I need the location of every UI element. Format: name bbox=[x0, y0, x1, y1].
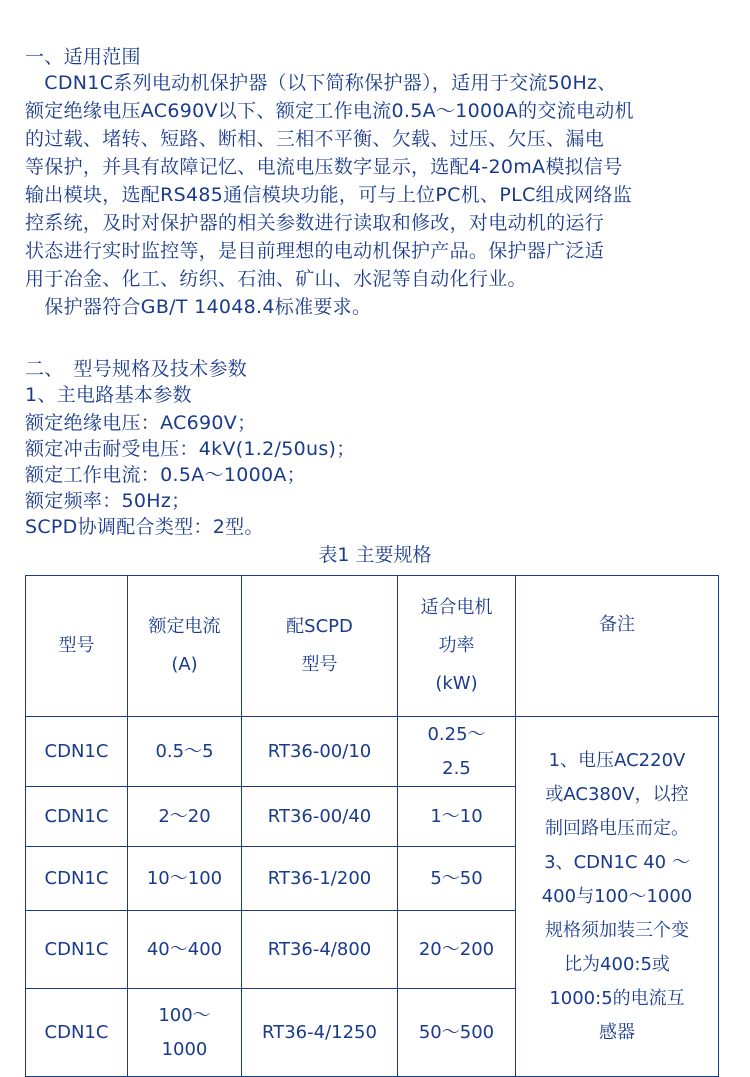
spec-table bbox=[25, 575, 719, 1077]
section1-para-line: 输出模块，选配RS485通信模块功能，可与上位PC机、PLC组成网络监 bbox=[25, 184, 633, 206]
cell-model: CDN1C bbox=[26, 911, 128, 989]
cell-power: 0.25～ 2.5 bbox=[398, 717, 516, 787]
cell-scpd: RT36-00/40 bbox=[242, 787, 398, 847]
cell-current: 100～ 1000 bbox=[128, 989, 242, 1077]
cell-power: 5～50 bbox=[398, 847, 516, 911]
cell-current: 2～20 bbox=[128, 787, 242, 847]
section2-subheading: 1、主电路基本参数 bbox=[25, 384, 192, 406]
cell-scpd: RT36-4/800 bbox=[242, 911, 398, 989]
cell-note: 1、电压AC220V 或AC380V，以控 制回路电压而定。 3、CDN1C 40 ～ 400与100～1000 规格须加装三个变 比为400:5或 1000:5的电流互 感器 bbox=[516, 717, 719, 1077]
cell-power: 20～200 bbox=[398, 911, 516, 989]
param-line: 额定冲击耐受电压：4kV(1.2/50us)； bbox=[25, 438, 356, 460]
section1-para-line: 等保护，并具有故障记忆、电流电压数字显示，选配4-20mA模拟信号 bbox=[25, 156, 623, 178]
section1-para-line: 状态进行实时监控等，是目前理想的电动机保护产品。保护器广泛适 bbox=[25, 240, 605, 262]
cell-power: 50～500 bbox=[398, 989, 516, 1077]
cell-model: CDN1C bbox=[26, 787, 128, 847]
cell-scpd: RT36-4/1250 bbox=[242, 989, 398, 1077]
table-row bbox=[26, 717, 719, 787]
cell-current: 10～100 bbox=[128, 847, 242, 911]
cell-scpd: RT36-1/200 bbox=[242, 847, 398, 911]
cell-model: CDN1C bbox=[26, 989, 128, 1077]
section1-para-line: 用于冶金、化工、纺织、石油、矿山、水泥等自动化行业。 bbox=[25, 268, 527, 290]
param-line: SCPD协调配合类型：2型。 bbox=[25, 516, 264, 538]
param-line: 额定工作电流：0.5A～1000A； bbox=[25, 464, 306, 486]
header-scpd: 配SCPD 型号 bbox=[242, 576, 398, 717]
section1-heading: 一、适用范围 bbox=[25, 46, 141, 68]
param-line: 额定绝缘电压：AC690V； bbox=[25, 412, 257, 434]
section1-para-line: 额定绝缘电压AC690V以下、额定工作电流0.5A～1000A的交流电动机 bbox=[25, 100, 634, 122]
header-power: 适合电机 功率 (kW) bbox=[398, 576, 516, 717]
cell-current: 40～400 bbox=[128, 911, 242, 989]
header-note: 备注 bbox=[516, 576, 719, 717]
cell-model: CDN1C bbox=[26, 847, 128, 911]
section2-heading: 二、 型号规格及技术参数 bbox=[25, 358, 248, 380]
header-current: 额定电流 (A) bbox=[128, 576, 242, 717]
table-caption: 表1 主要规格 bbox=[318, 544, 432, 566]
cell-power: 1～10 bbox=[398, 787, 516, 847]
section1-para-line: 的过载、堵转、短路、断相、三相不平衡、欠载、过压、欠压、漏电 bbox=[25, 128, 605, 150]
param-line: 额定频率：50Hz； bbox=[25, 490, 191, 512]
section1-para-line: CDN1C系列电动机保护器（以下简称保护器），适用于交流50Hz、 bbox=[25, 72, 617, 94]
header-model: 型号 bbox=[26, 576, 128, 717]
cell-current: 0.5～5 bbox=[128, 717, 242, 787]
section1-para-line: 控系统，及时对保护器的相关参数进行读取和修改，对电动机的运行 bbox=[25, 212, 605, 234]
table-header-row bbox=[26, 576, 719, 717]
cell-scpd: RT36-00/10 bbox=[242, 717, 398, 787]
standard-line: 保护器符合GB/T 14048.4标准要求。 bbox=[25, 296, 372, 318]
cell-model: CDN1C bbox=[26, 717, 128, 787]
